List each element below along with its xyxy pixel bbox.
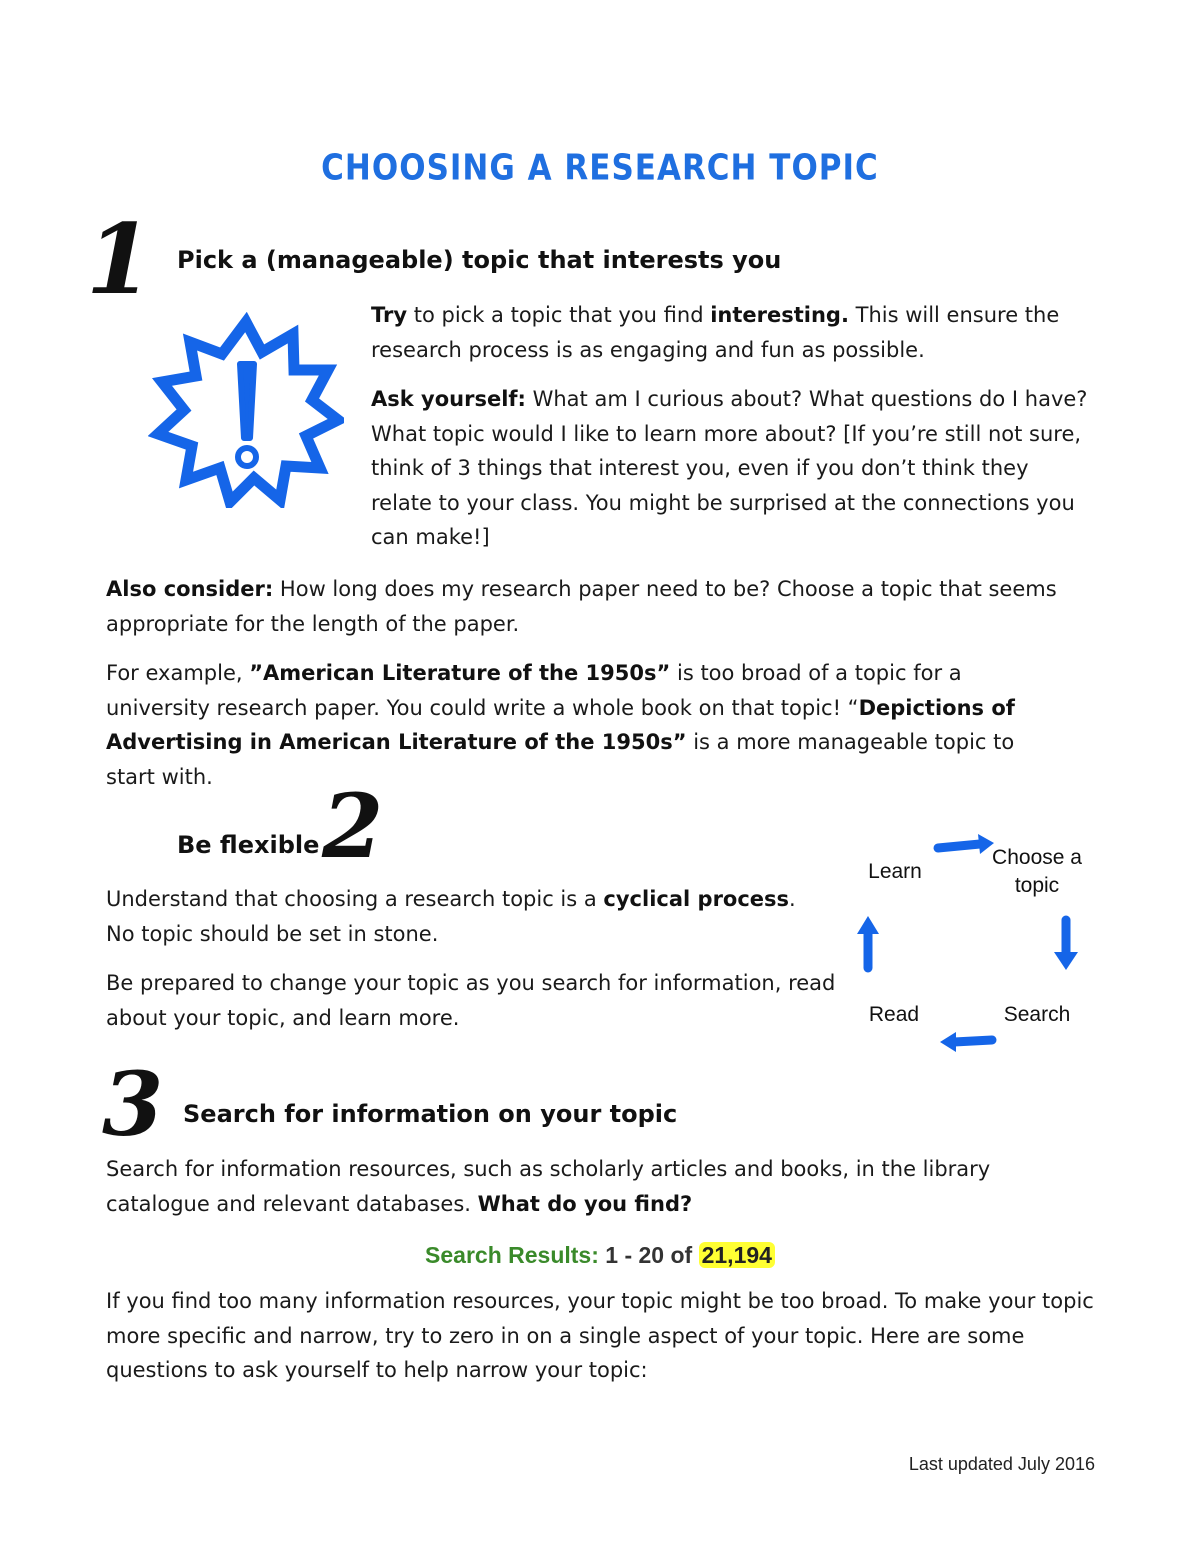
last-updated: Last updated July 2016 [908, 1454, 1095, 1474]
cycle-label-learn: Learn [868, 860, 922, 883]
arrow-up-icon [857, 916, 879, 968]
cycle-label-search: Search [1003, 1003, 1071, 1026]
arrow-down-icon [1054, 920, 1078, 970]
section2-heading: Be flexible [177, 831, 320, 859]
try-paragraph: Try to pick a topic that you find interesting. This will ensure the research process is as engaging and fun as possible. [371, 303, 1060, 362]
section1-heading: Pick a (manageable) topic that interests you [177, 246, 782, 274]
page-title: CHOOSING A RESEARCH TOPIC [321, 147, 879, 189]
cycle-label-choose: Choose a topic [992, 846, 1082, 897]
exclamation-starburst-icon [148, 312, 344, 508]
step-number-2: 2 [322, 774, 384, 878]
search-results-label: Search Results: [425, 1242, 599, 1268]
ask-yourself-paragraph: Ask yourself: What am I curious about? What questions do I have? What topic would I like to learn more about? [If you’re still not sure, think of 3 things that interest you, even if you don’t think they relate to your class. You might be surprised at the connections you can make!] [371, 387, 1088, 549]
also-consider-paragraph: Also consider: How long does my research paper need to be? Choose a topic that seems appropriate for the length of the paper. [106, 577, 1057, 636]
example-paragraph: For example, ”American Literature of the 1950s” is too broad of a topic for a university research paper. You could write a whole book on that topic! “Depictions of Advertising in American Literature of the 1950s” is a more manageable topic to start with. [106, 661, 1015, 789]
too-many-paragraph: If you find too many information resources, your topic might be too broad. To make your topic more specific and narrow, try to zero in on a single aspect of your topic. Here are some questions to ask yourself to help narrow your topic: [106, 1289, 1094, 1382]
be-prepared-paragraph: Be prepared to change your topic as you search for information, read about your topic, and learn more. [106, 971, 836, 1030]
cycle-label-read: Read [868, 1003, 920, 1026]
search-results-range: 1 - 20 of [598, 1242, 699, 1268]
step-number-3: 3 [102, 1052, 164, 1156]
arrow-left-icon [940, 1032, 992, 1052]
step-number-1: 1 [86, 203, 153, 316]
cycle-arrows [850, 828, 1090, 1058]
research-cycle-diagram [850, 828, 1090, 1058]
section3-heading: Search for information on your topic [183, 1100, 678, 1128]
cyclical-paragraph: Understand that choosing a research topic is a cyclical process. No topic should be set in stone. [106, 887, 796, 946]
search-results-total: 21,194 [699, 1242, 775, 1268]
search-info-paragraph: Search for information resources, such as scholarly articles and books, in the library catalogue and relevant databases. What do you find? [106, 1157, 991, 1216]
arrow-right-icon [938, 834, 994, 854]
search-results-example [0, 1242, 1200, 1269]
